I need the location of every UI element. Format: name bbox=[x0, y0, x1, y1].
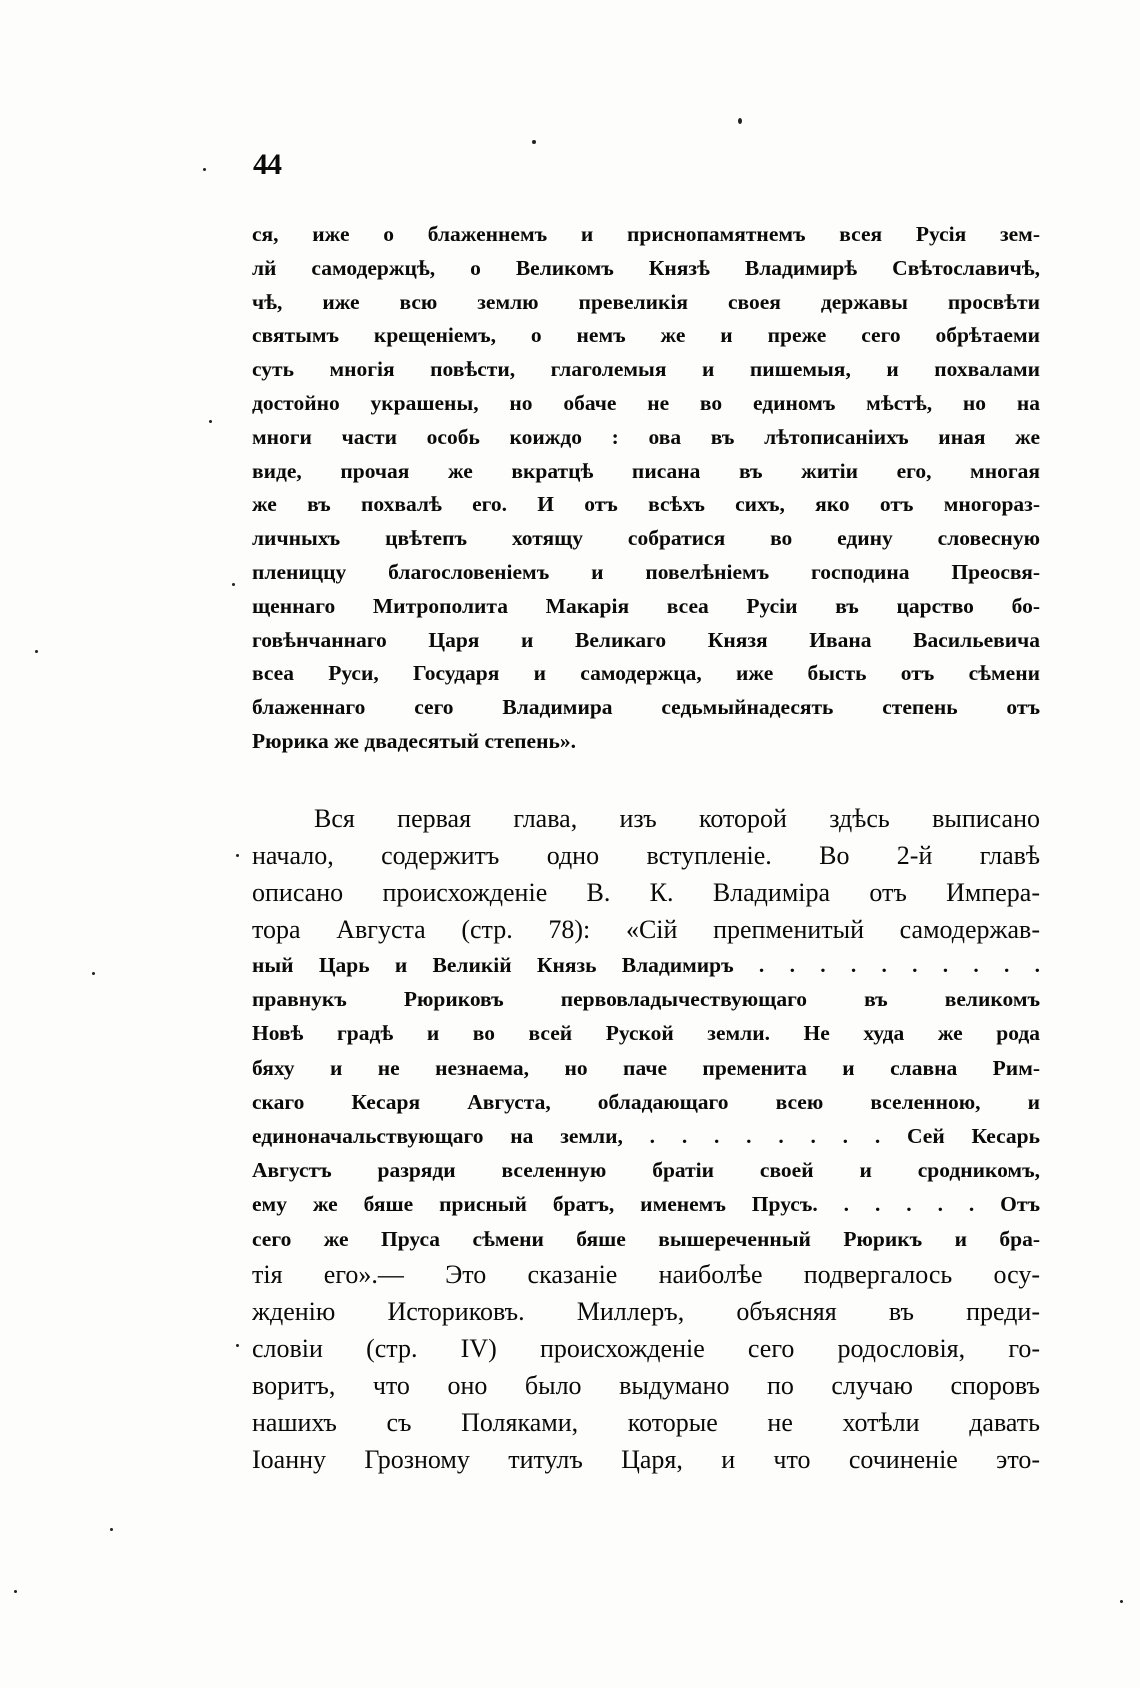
text-line: описано происхожденiе В. К. Владимiра отъ Импера- bbox=[252, 878, 1040, 907]
text-line: Вся первая глава, изъ которой здѣсь выписано bbox=[314, 804, 1040, 833]
text-line: скаго Кесаря Августа, обладающаго всею вселенною, и bbox=[252, 1089, 1040, 1114]
text-line: воритъ, что оно было выдумано по случаю споровъ bbox=[252, 1370, 1040, 1400]
paper-speck bbox=[738, 118, 742, 124]
text-line: единоначальствующаго на земли, . . . . . . . . Сей Кесарь bbox=[252, 1124, 1040, 1149]
text-line: нашихъ съ Поляками, которые не хотѣли давать bbox=[252, 1407, 1040, 1437]
text-line: ему же бяше присный братъ, именемъ Прусъ. . . . . . Отъ bbox=[252, 1192, 1040, 1217]
text-line: ся, иже о блаженнемъ и приснопамятнемъ всея Русiя зем- bbox=[252, 222, 1040, 246]
text-line: достойно украшены, но обаче не во единомъ мѣстѣ, но на bbox=[252, 390, 1040, 415]
text-line: ный Царь и Великiй Князь Владимиръ . . . . . . . . . . bbox=[252, 953, 1040, 977]
text-line: начало, содержитъ одно вступленiе. Во 2-й главѣ bbox=[252, 841, 1040, 870]
text-line: плениццу благословенiемъ и повелѣнiемъ господина Преосвя- bbox=[252, 559, 1040, 584]
text-line: тiя его».— Это сказанiе наиболѣе подвергалось осу- bbox=[252, 1259, 1040, 1289]
paper-speck bbox=[532, 140, 536, 144]
paper-speck bbox=[232, 583, 235, 586]
text-line: блаженнаго сего Владимира седьмыйнадесять степень отъ bbox=[252, 695, 1040, 720]
page-number: 44 bbox=[253, 148, 281, 181]
text-line: Iоанну Грозному титулъ Царя, и что сочиненiе это- bbox=[252, 1444, 1040, 1474]
text-line: щеннаго Митрополита Макарiя всеа Русiи въ царство бо- bbox=[252, 593, 1040, 618]
paper-speck bbox=[110, 1528, 113, 1531]
text-line: словiи (стр. IV) происхожденiе сего родословiя, го- bbox=[252, 1333, 1040, 1363]
text-line: Рюрика же двадесятый степень». bbox=[252, 728, 576, 753]
text-line: Августъ разряди вселенную братiи своей и сродникомъ, bbox=[252, 1158, 1040, 1183]
text-line: говѣнчаннаго Царя и Великаго Князя Ивана Васильевича bbox=[252, 627, 1040, 652]
text-line: жденiю Историковъ. Миллеръ, объясняя въ преди- bbox=[252, 1296, 1040, 1326]
text-line: лй самодержцѣ, о Великомъ Князѣ Владимирѣ Свѣтославичѣ, bbox=[252, 255, 1040, 280]
text-line: же въ похвалѣ его. И отъ всѣхъ сихъ, яко отъ многораз- bbox=[252, 492, 1040, 517]
paper-speck bbox=[236, 854, 239, 857]
text-line: святымъ крещенiемъ, о немъ же и преже сего обрѣтаеми bbox=[252, 323, 1040, 348]
text-line: суть многiя повѣсти, глаголемыя и пишемыя, и похвалами bbox=[252, 357, 1040, 382]
text-line: сего же Пруса сѣмени бяше вышереченный Рюрикъ и бра- bbox=[252, 1226, 1040, 1251]
paper-speck bbox=[209, 420, 212, 423]
text-line: тора Августа (стр. 78): «Сiй препменитый самодержав- bbox=[252, 915, 1040, 944]
text-line: чѣ, иже всю землю превеликiя своея державы просвѣти bbox=[252, 289, 1040, 314]
paper-speck bbox=[92, 972, 95, 975]
quoted-passage bbox=[252, 218, 1040, 759]
paper-speck bbox=[1120, 1600, 1123, 1603]
paper-speck bbox=[236, 1344, 239, 1347]
text-line: бяху и не незнаема, но паче пременита и славна Рим- bbox=[252, 1055, 1040, 1080]
paper-speck bbox=[35, 650, 38, 653]
text-line: виде, прочая же вкратцѣ писана въ житiи его, многая bbox=[252, 458, 1040, 483]
text-line: всеа Руси, Государя и самодержца, иже бысть отъ сѣмени bbox=[252, 661, 1040, 686]
paper-speck bbox=[203, 168, 206, 171]
text-line: правнукъ Рюриковъ первовладычествующаго въ великомъ bbox=[252, 987, 1040, 1012]
body-paragraph bbox=[252, 800, 1040, 1478]
paper-speck bbox=[14, 1590, 17, 1593]
text-line: Новѣ градѣ и во всей Руской земли. Не худа же рода bbox=[252, 1021, 1040, 1046]
text-line: личныхъ цвѣтепъ хотящу собратися во едину словесную bbox=[252, 526, 1040, 551]
text-line: многи части особь коиждо : ова въ лѣтописанiихъ иная же bbox=[252, 424, 1040, 449]
